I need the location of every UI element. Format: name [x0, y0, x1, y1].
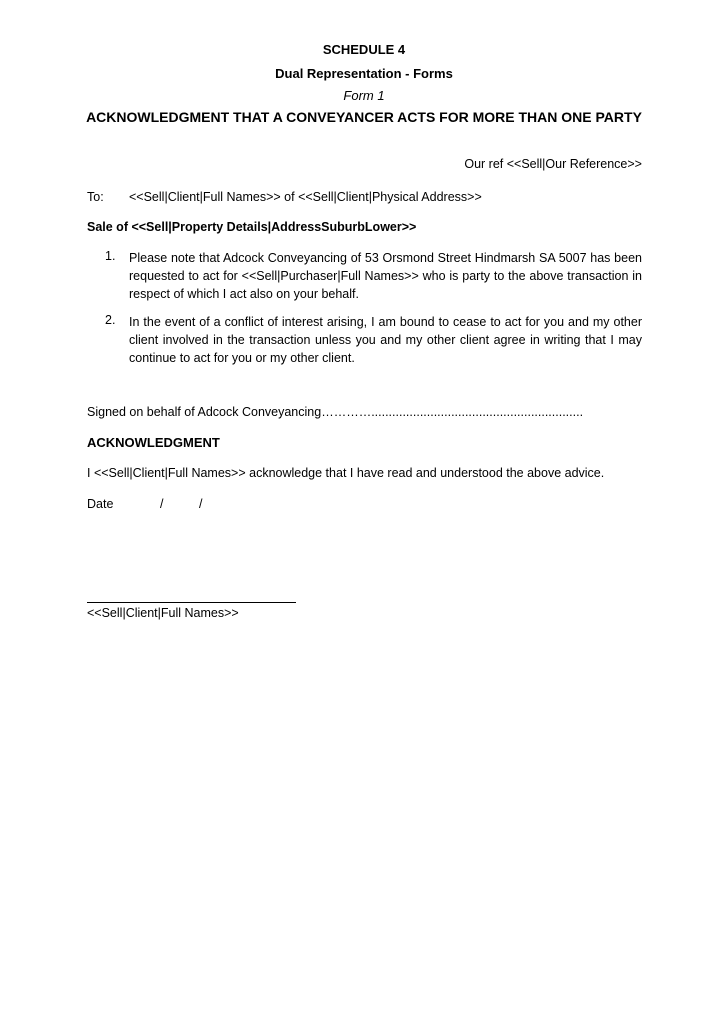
acknowledgment-statement: I <<Sell|Client|Full Names>> acknowledge that I have read and understood the above advice.: [87, 466, 605, 480]
date-label: Date: [87, 497, 114, 511]
list-item-number: 1.: [105, 249, 116, 263]
schedule-title: SCHEDULE 4: [322, 42, 406, 57]
form-number: Form 1: [343, 88, 385, 103]
acknowledgment-heading: ACKNOWLEDGMENT: [87, 435, 220, 450]
to-label: To:: [87, 190, 104, 204]
sale-line: Sale of <<Sell|Property Details|AddressSuburbLower>>: [87, 220, 417, 234]
our-reference: Our ref <<Sell|Our Reference>>: [464, 157, 642, 171]
date-separator: /: [160, 497, 164, 511]
list-item-text: Please note that Adcock Conveyancing of 53 Orsmond Street Hindmarsh SA 5007 has been requested to act for <<Sell|Purchaser|Full Names>> who is party to the above transaction in respect of which I act also on your behalf.: [129, 251, 642, 301]
signature-name: <<Sell|Client|Full Names>>: [87, 606, 239, 620]
to-recipient: <<Sell|Client|Full Names>> of <<Sell|Client|Physical Address>>: [129, 190, 482, 204]
list-item-number: 2.: [105, 313, 116, 327]
list-item-text: In the event of a conflict of interest arising, I am bound to cease to act for you and my other client involved in the transaction unless you and my other client agree in writing that I may continue to act for you or my other client.: [129, 315, 642, 365]
signed-on-behalf-line: Signed on behalf of Adcock Conveyancing………….............................................................: [87, 405, 584, 419]
schedule-subtitle: Dual Representation - Forms: [275, 66, 453, 81]
date-separator: /: [199, 497, 203, 511]
signature-line: [87, 602, 296, 603]
form-title: ACKNOWLEDGMENT THAT A CONVEYANCER ACTS FOR MORE THAN ONE PARTY: [86, 109, 642, 125]
